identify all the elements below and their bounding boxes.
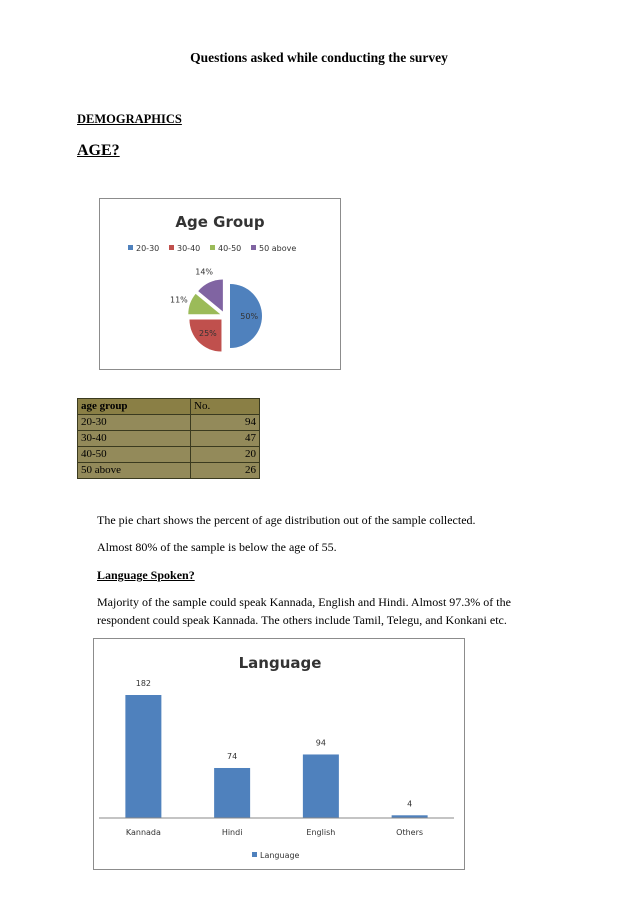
pie-legend-label: 30-40	[177, 244, 201, 253]
table-cell: 30-40	[78, 431, 191, 447]
pie-legend-label: 20-30	[136, 244, 160, 253]
pie-data-label: 11%	[170, 295, 188, 305]
paragraph-language-line1: Majority of the sample could speak Kannada, English and Hindi. Almost 97.3% of the	[97, 595, 511, 609]
table-cell: 47	[191, 431, 260, 447]
document-title: Questions asked while conducting the survey	[190, 50, 448, 65]
table-row	[78, 431, 260, 447]
table-cell: 26	[191, 463, 260, 479]
paragraph-below-55: Almost 80% of the sample is below the age of 55.	[97, 540, 337, 554]
table-cell: 20	[191, 447, 260, 463]
paragraph-pie-note: The pie chart shows the percent of age distribution out of the sample collected.	[97, 513, 476, 527]
bar-data-label: 4	[407, 799, 413, 809]
bar-data-label: 94	[315, 738, 326, 748]
age-table	[77, 398, 260, 479]
table-row	[78, 415, 260, 431]
bar	[125, 695, 161, 818]
bar-legend	[252, 851, 300, 860]
bar-data-label: 74	[227, 751, 238, 761]
table-cell: 20-30	[78, 415, 191, 431]
section-age: AGE?	[77, 142, 120, 159]
table-header: No.	[191, 399, 260, 415]
table-header: age group	[78, 399, 191, 415]
table-header-row	[78, 399, 260, 415]
age-pie-svg	[100, 199, 342, 371]
pie-legend-label: 50 above	[259, 244, 297, 253]
paragraph-language-line2: respondent could speak Kannada. The others include Tamil, Telegu, and Konkani etc.	[97, 613, 507, 627]
section-demographics: DEMOGRAPHICS	[77, 112, 182, 126]
table-cell: 40-50	[78, 447, 191, 463]
pie-data-label: 25%	[198, 329, 217, 339]
pie-legend-label: 40-50	[218, 244, 242, 253]
pie-data-label: 14%	[195, 267, 214, 277]
bar	[303, 754, 339, 818]
table-row	[78, 463, 260, 479]
pie-legend-swatch	[169, 245, 174, 250]
bar	[214, 768, 250, 818]
pie-legend	[128, 244, 296, 253]
table-row	[78, 447, 260, 463]
language-bar-chart	[93, 638, 465, 870]
bar-tick-label: Others	[396, 828, 424, 837]
table-cell: 50 above	[78, 463, 191, 479]
language-bar-svg	[94, 639, 466, 871]
bar-tick-labels	[126, 828, 423, 837]
bar-title: Language	[238, 654, 322, 672]
pie-title: Age Group	[175, 213, 265, 231]
bar-tick-label: English	[306, 828, 336, 837]
bar-tick-label: Hindi	[221, 828, 243, 837]
pie-legend-swatch	[128, 245, 133, 250]
bar-legend-label: Language	[260, 851, 300, 860]
pie-data-label: 50%	[240, 312, 259, 321]
language-heading: Language Spoken?	[97, 568, 195, 582]
bar-tick-label: Kannada	[125, 828, 161, 837]
bar-legend-swatch	[252, 852, 257, 857]
age-pie-chart	[99, 198, 341, 370]
table-cell: 94	[191, 415, 260, 431]
pie-legend-swatch	[251, 245, 256, 250]
pie-legend-swatch	[210, 245, 215, 250]
bar-data-label: 182	[135, 679, 152, 688]
bar-marks	[125, 679, 427, 818]
